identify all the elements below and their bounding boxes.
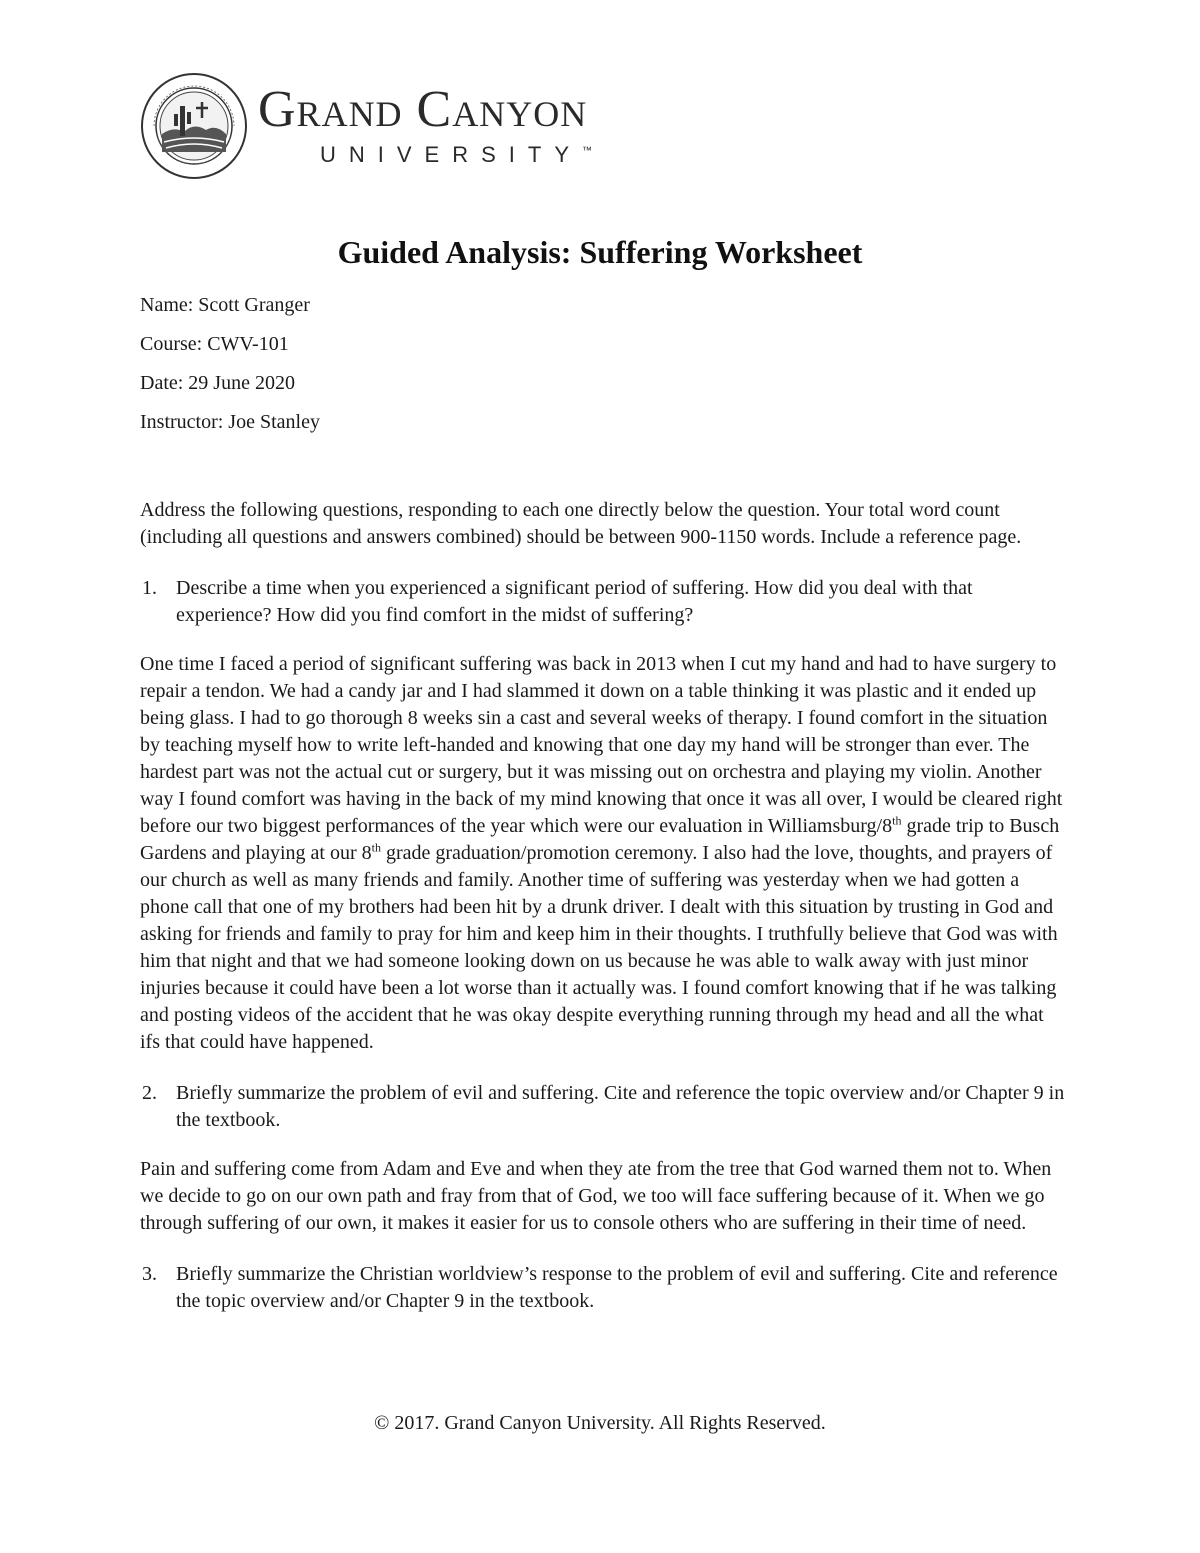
logo-name-line2 bbox=[320, 142, 592, 168]
logo-university-text: UNIVERSITY bbox=[320, 142, 583, 167]
instructions-paragraph: Address the following questions, responding to each one directly below the question. Your total word count (including all questions and answers combined) should be between 900-1150 words. Include a reference page. bbox=[140, 499, 1022, 548]
submission-date: Date: 29 June 2020 bbox=[140, 372, 295, 394]
copyright-footer: © 2017. Grand Canyon University. All Rights Reserved. bbox=[374, 1412, 826, 1434]
logo-name-line1: Grand Canyon bbox=[258, 81, 588, 138]
instructor-name: Instructor: Joe Stanley bbox=[140, 411, 320, 433]
question-number: 3. bbox=[142, 1263, 157, 1285]
superscript-th: th bbox=[892, 813, 902, 828]
student-name: Name: Scott Granger bbox=[140, 294, 310, 316]
answer-1-text-a: One time I faced a period of significant suffering was back in 2013 when I cut my hand and had to have surgery to repair a tendon. We had a candy jar and I had slammed it down on a table thinking it was plastic and it ended up being glass. I had to go thorough 8 weeks sin a cast and several weeks of therapy. I found comfort in the situation by teaching myself how to write left-handed and knowing that one day my hand will be stronger than ever. The hardest part was not the actual cut or surgery, but it was missing out on orchestra and playing my violin. Another way I found comfort was having in the back of my mind knowing that once it was all over, I would be cleared right before our two biggest performances of the year which were our evaluation in Williamsburg/8 bbox=[140, 653, 1063, 837]
course-code: Course: CWV-101 bbox=[140, 333, 289, 355]
superscript-th: th bbox=[371, 840, 381, 855]
answer-1 bbox=[140, 651, 1065, 1056]
question-text: Describe a time when you experienced a significant period of suffering. How did you deal with that experience? How did you find comfort in the midst of suffering? bbox=[176, 577, 973, 626]
question-number: 1. bbox=[142, 577, 157, 599]
answer-1-text-c: grade graduation/promotion ceremony. I also had the love, thoughts, and prayers of our church as well as many friends and family. Another time of suffering was yesterday when we had gotten a phone call that one of my brothers had been hit by a drunk driver. I dealt with this situation by trusting in God and asking for friends and family to pray for him and keep him in their thoughts. I truthfully believe that God was with him that night and that we had someone looking down on us because he was able to walk away with just minor injuries because it could have been a lot worse than it actually was. I found comfort knowing that if he was talking and posting videos of the accident that he was okay despite everything running through my head and all the what ifs that could have happened. bbox=[140, 842, 1058, 1053]
question-number: 2. bbox=[142, 1082, 157, 1104]
question-text: Briefly summarize the problem of evil and suffering. Cite and reference the topic overview and/or Chapter 9 in the textbook. bbox=[176, 1082, 1065, 1131]
question-2 bbox=[140, 1080, 1065, 1134]
worksheet-body bbox=[140, 497, 1065, 1315]
page-title: Guided Analysis: Suffering Worksheet bbox=[337, 234, 863, 270]
answer-2: Pain and suffering come from Adam and Eve and when they ate from the tree that God warned them not to. When we decide to go on our own path and fray from that of God, we too will face suffering because of it. When we go through suffering of our own, it makes it easier for us to console others who are suffering in their time of need. bbox=[140, 1158, 1052, 1234]
question-1 bbox=[140, 575, 1065, 629]
university-logo bbox=[140, 72, 620, 182]
answer-1-text-b: grade trip to Busch Gardens and playing at our 8 bbox=[140, 815, 1060, 864]
student-info bbox=[140, 292, 840, 448]
university-seal-icon bbox=[140, 72, 248, 180]
trademark-symbol: ™ bbox=[582, 145, 593, 157]
question-3 bbox=[140, 1261, 1065, 1315]
question-text: Briefly summarize the Christian worldview’s response to the problem of evil and suffering. Cite and reference the topic overview and/or Chapter 9 in the textbook. bbox=[176, 1263, 1058, 1312]
